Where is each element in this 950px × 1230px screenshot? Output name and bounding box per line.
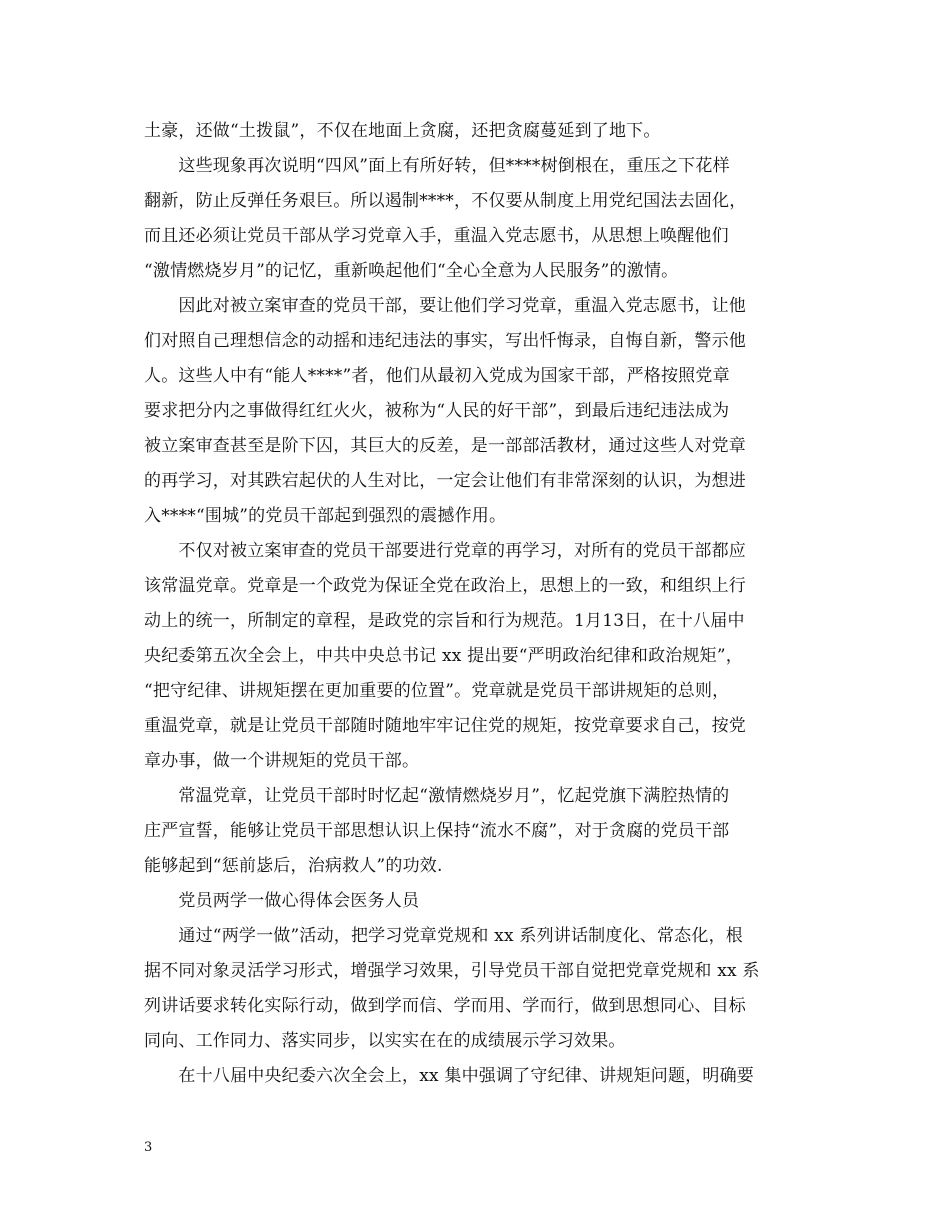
- page-number: 3: [144, 1140, 153, 1155]
- text-line: 入****“围城”的党员干部起到强烈的震撼作用。: [144, 506, 507, 526]
- text-line: 常温党章，让党员干部时时忆起“激情燃烧岁月”，忆起党旗下满腔热情的: [144, 786, 730, 806]
- text-line: 重温党章，就是让党员干部随时随地牢牢记住党的规矩，按党章要求自己，按党: [144, 716, 746, 736]
- text-line: 同向、工作同力、落实同步，以实实在在的成绩展示学习效果。: [144, 1031, 626, 1051]
- text-line: 能够起到“惩前毖后，治病救人”的功效.: [144, 856, 443, 876]
- text-line: 的再学习，对其跌宕起伏的人生对比，一定会让他们有非常深刻的认识，为想进: [144, 471, 746, 491]
- text-line: “激情燃烧岁月”的记忆，重新唤起他们“全心全意为人民服务”的激情。: [144, 261, 679, 281]
- document-body: [144, 114, 814, 1094]
- text-line: 土豪，还做“土拨鼠”，不仅在地面上贪腐，还把贪腐蔓延到了地下。: [144, 121, 661, 141]
- text-line: 因此对被立案审查的党员干部，要让他们学习党章，重温入党志愿书，让他: [144, 296, 746, 316]
- text-line: 通过“两学一做”活动，把学习党章党规和 xx 系列讲话制度化、常态化，根: [144, 926, 743, 946]
- text-line: 人。这些人中有“能人****”者，他们从最初入党成为国家干部，严格按照党章: [144, 366, 730, 386]
- text-line: 翻新，防止反弹任务艰巨。所以遏制****，不仅要从制度上用党纪国法去固化，: [144, 191, 747, 211]
- text-line: 这些现象再次说明“四风”面上有所好转，但****树倒根在，重压之下花样: [144, 156, 730, 176]
- text-line: 列讲话要求转化实际行动，做到学而信、学而用、学而行，做到思想同心、目标: [144, 996, 746, 1016]
- text-line: “把守纪律、讲规矩摆在更加重要的位置”。党章就是党员干部讲规矩的总则，: [144, 681, 730, 701]
- text-line: 该常温党章。党章是一个政党为保证全党在政治上，思想上的一致，和组织上行: [144, 576, 746, 596]
- text-line: 而且还必须让党员干部从学习党章入手，重温入党志愿书，从思想上唤醒他们: [144, 226, 729, 246]
- text-line: 据不同对象灵活学习形式，增强学习效果，引导党员干部自觉把党章党规和 xx 系: [144, 961, 760, 981]
- text-line: 庄严宣誓，能够让党员干部思想认识上保持“流水不腐”，对于贪腐的党员干部: [144, 821, 730, 841]
- section-heading: 党员两学一做心得体会医务人员: [144, 891, 420, 911]
- text-line: 动上的统一，所制定的章程，是政党的宗旨和行为规范。1月13日，在十八届中: [144, 611, 745, 631]
- text-line: 不仅对被立案审查的党员干部要进行党章的再学习，对所有的党员干部都应: [144, 541, 746, 561]
- text-line: 要求把分内之事做得红红火火，被称为“人民的好干部”，到最后违纪违法成为: [144, 401, 730, 421]
- text-line: 章办事，做一个讲规矩的党员干部。: [144, 751, 420, 771]
- text-line: 央纪委第五次全会上，中共中央总书记 xx 提出要“严明政治纪律和政治规矩”，: [144, 646, 743, 666]
- text-line: 们对照自己理想信念的动摇和违纪违法的事实，写出忏悔录，自悔自新，警示他: [144, 331, 746, 351]
- text-line: 被立案审查甚至是阶下囚，其巨大的反差，是一部部活教材，通过这些人对党章: [144, 436, 746, 456]
- text-line: 在十八届中央纪委六次全会上，xx 集中强调了守纪律、讲规矩问题，明确要: [144, 1066, 754, 1086]
